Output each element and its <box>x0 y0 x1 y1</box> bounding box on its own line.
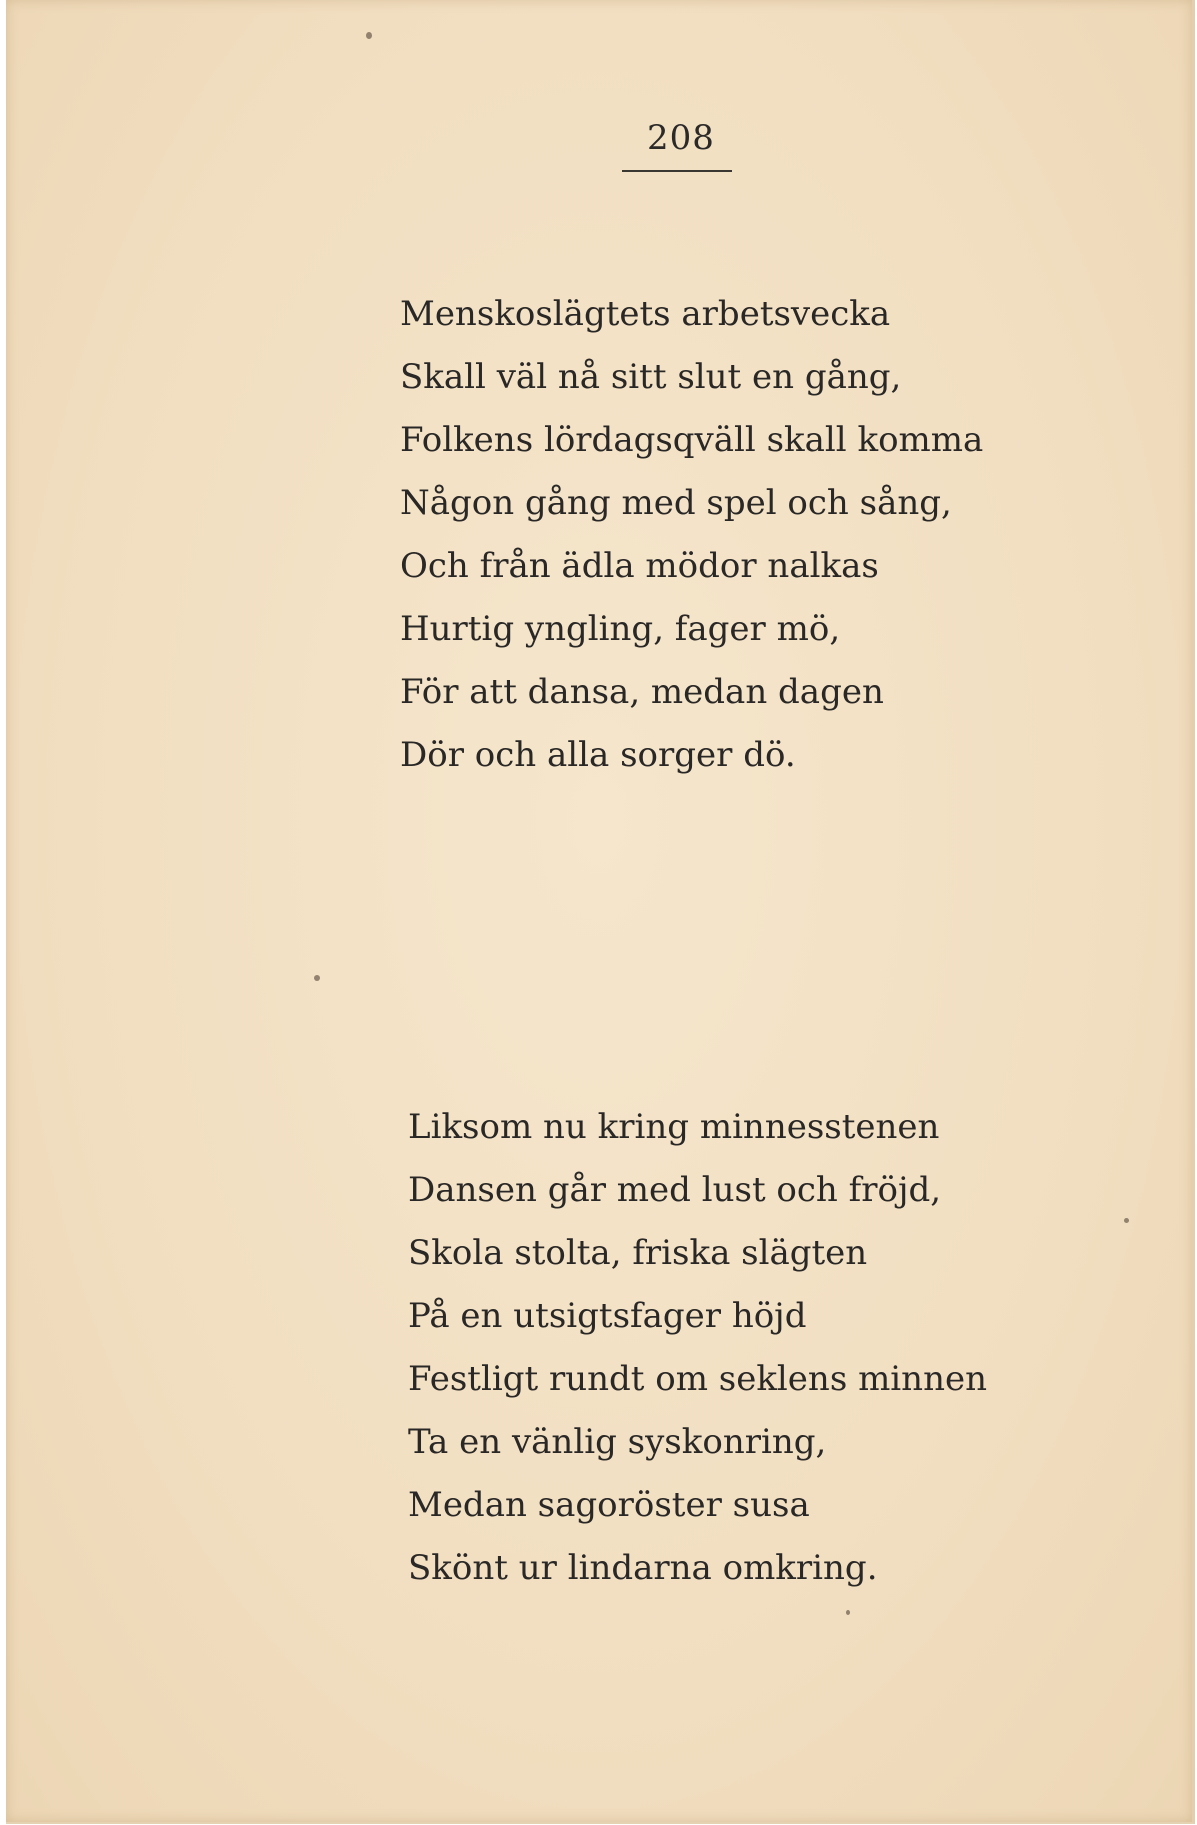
page-number-rule <box>622 170 732 172</box>
page-number: 208 <box>647 118 715 158</box>
poem-line: För att dansa, medan dagen <box>400 672 884 712</box>
poem-line: Dansen går med lust och fröjd, <box>408 1170 942 1210</box>
poem-line: Någon gång med spel och sång, <box>400 483 952 523</box>
poem-line: Ta en vänlig syskonring, <box>408 1422 827 1462</box>
stanza-1 <box>400 283 983 787</box>
poem-line: Medan sagoröster susa <box>408 1485 810 1525</box>
poem-line: Skönt ur lindarna omkring. <box>408 1548 878 1588</box>
poem-line: Menskoslägtets arbetsvecka <box>400 294 891 334</box>
poem-line: Liksom nu kring minnesstenen <box>408 1107 940 1147</box>
book-page <box>6 0 1195 1824</box>
poem-line: Dör och alla sorger dö. <box>400 735 796 775</box>
stanza-2 <box>408 1096 987 1600</box>
paper-speck <box>846 1610 850 1615</box>
poem-line: Folkens lördagsqväll skall komma <box>400 420 984 460</box>
poem-line: Hurtig yngling, fager mö, <box>400 609 841 649</box>
paper-speck <box>366 32 372 39</box>
poem-line: Och från ädla mödor nalkas <box>400 546 879 586</box>
poem-line: Festligt rundt om seklens minnen <box>408 1359 987 1399</box>
paper-speck <box>314 975 320 981</box>
poem-line: Skola stolta, friska slägten <box>408 1233 868 1273</box>
paper-speck <box>1124 1218 1129 1223</box>
poem-line: Skall väl nå sitt slut en gång, <box>400 357 902 397</box>
poem-line: På en utsigtsfager höjd <box>408 1296 807 1336</box>
